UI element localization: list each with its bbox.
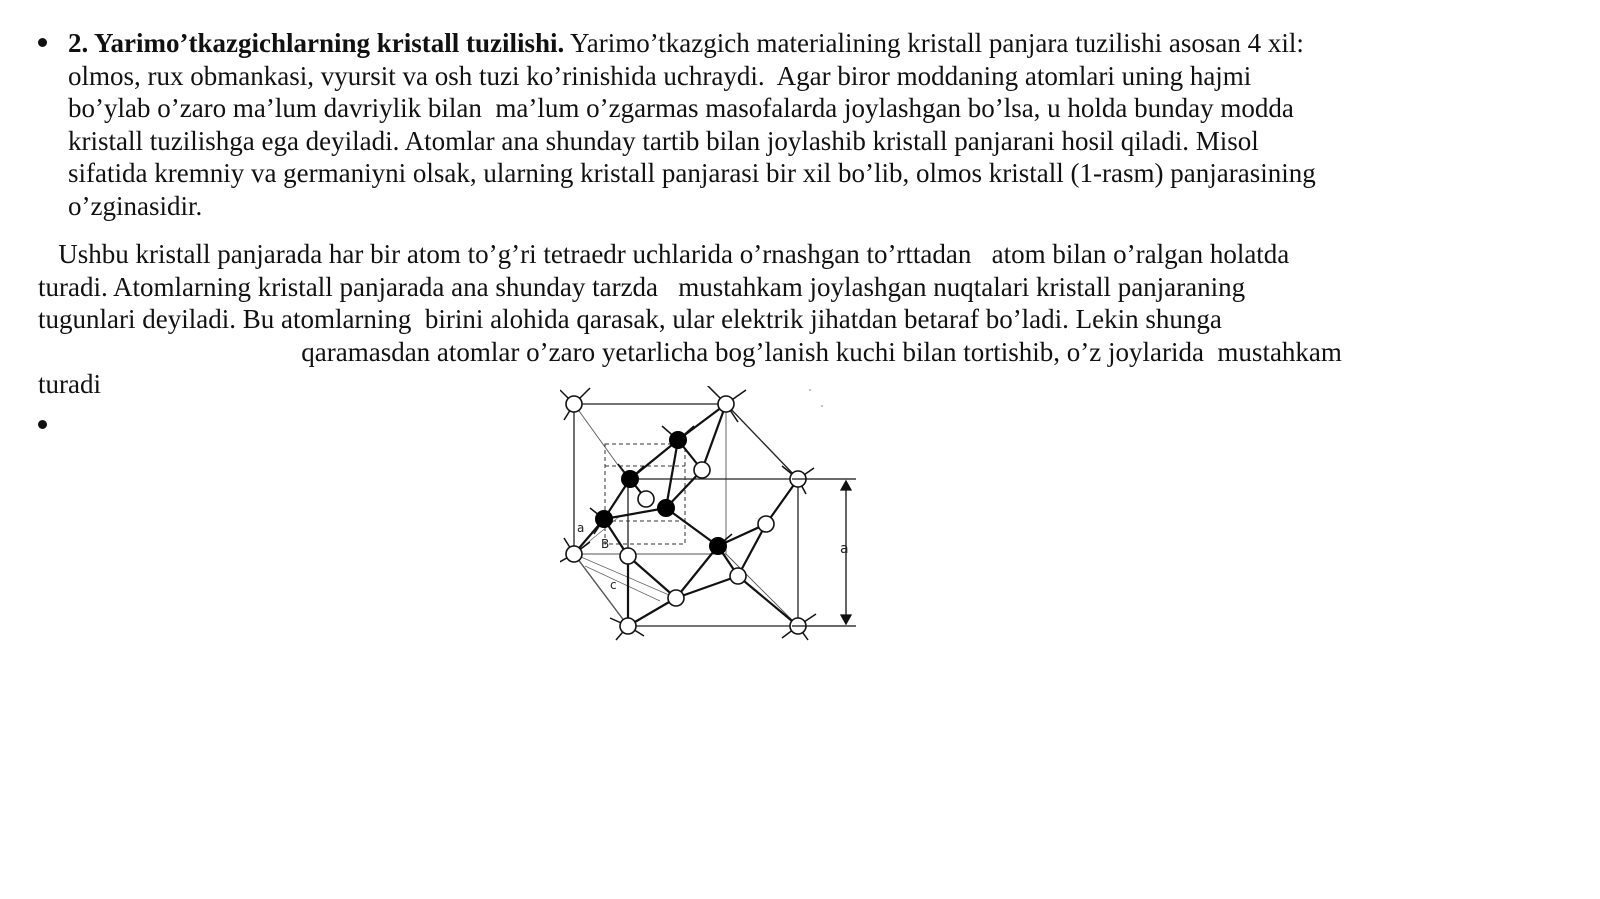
paragraph-line: o’zginasidir. — [68, 190, 203, 221]
paragraph-line: turadi. Atomlarning kristall panjarada ana shunday tarzda mustahkam joylashgan nuqtalari kristall panjaraning — [38, 271, 1246, 302]
paragraph-line: sifatida kremniy va germaniyni olsak, ularning kristall panjarasi bir xil bo’lib, olmos kristall (1-rasm) panjarasining — [68, 158, 1316, 188]
paragraph-line: kristall tuzilishga ega deyiladi. Atomlar ana shunday tartib bilan joylashib kristall panjarani hosil qiladi. Misol — [68, 125, 1259, 156]
bullet-point — [38, 38, 47, 47]
label-b: B — [601, 537, 610, 551]
speck — [821, 405, 823, 407]
paragraph-line — [68, 27, 1468, 60]
diamond-lattice-diagram — [560, 386, 880, 666]
paragraph-lattice-nodes — [38, 238, 1498, 401]
paragraph-line: olmos, rux obmankasi, vyursit va osh tuzi ko’rinishida uchraydi. Agar biror moddaning atomlari uning hajmi — [68, 60, 1252, 91]
label-c: c — [610, 578, 617, 592]
diamond-lattice-figure — [560, 386, 880, 666]
bullet-paragraph-crystal-structure — [68, 27, 1468, 222]
paragraph-line: qaramasdan atomlar o’zaro yetarlicha bog’lanish kuchi bilan tortishib, o’z joylarida mustahkam — [38, 336, 1342, 367]
paragraph-line: turadi — [38, 369, 101, 399]
construction-lines — [574, 516, 676, 626]
paragraph-line: Ushbu kristall panjarada har bir atom to’g’ri tetraedr uchlarida o’rnashgan to’rttadan atom bilan o’ralgan holatda — [38, 239, 1290, 269]
label-a-right: a — [840, 541, 849, 557]
bullet-point-empty — [38, 420, 47, 429]
label-a-left: a — [577, 521, 585, 535]
paragraph-line: tugunlari deyiladi. Bu atomlarning birini alohida qarasak, ular elektrik jihatdan betaraf bo’ladi. Lekin shunga — [38, 304, 1222, 334]
speck — [809, 389, 811, 391]
paragraph-line: bo’ylab o’zaro ma’lum davriylik bilan ma’lum o’zgarmas masofalarda joylashgan bo’lsa, u holda bunday modda — [68, 93, 1294, 123]
paragraph-text: Yarimo’tkazgich materialining kristall panjara tuzilishi asosan 4 xil: — [564, 28, 1304, 58]
section-heading: 2. Yarimo’tkazgichlarning kristall tuzilishi. — [68, 28, 565, 58]
